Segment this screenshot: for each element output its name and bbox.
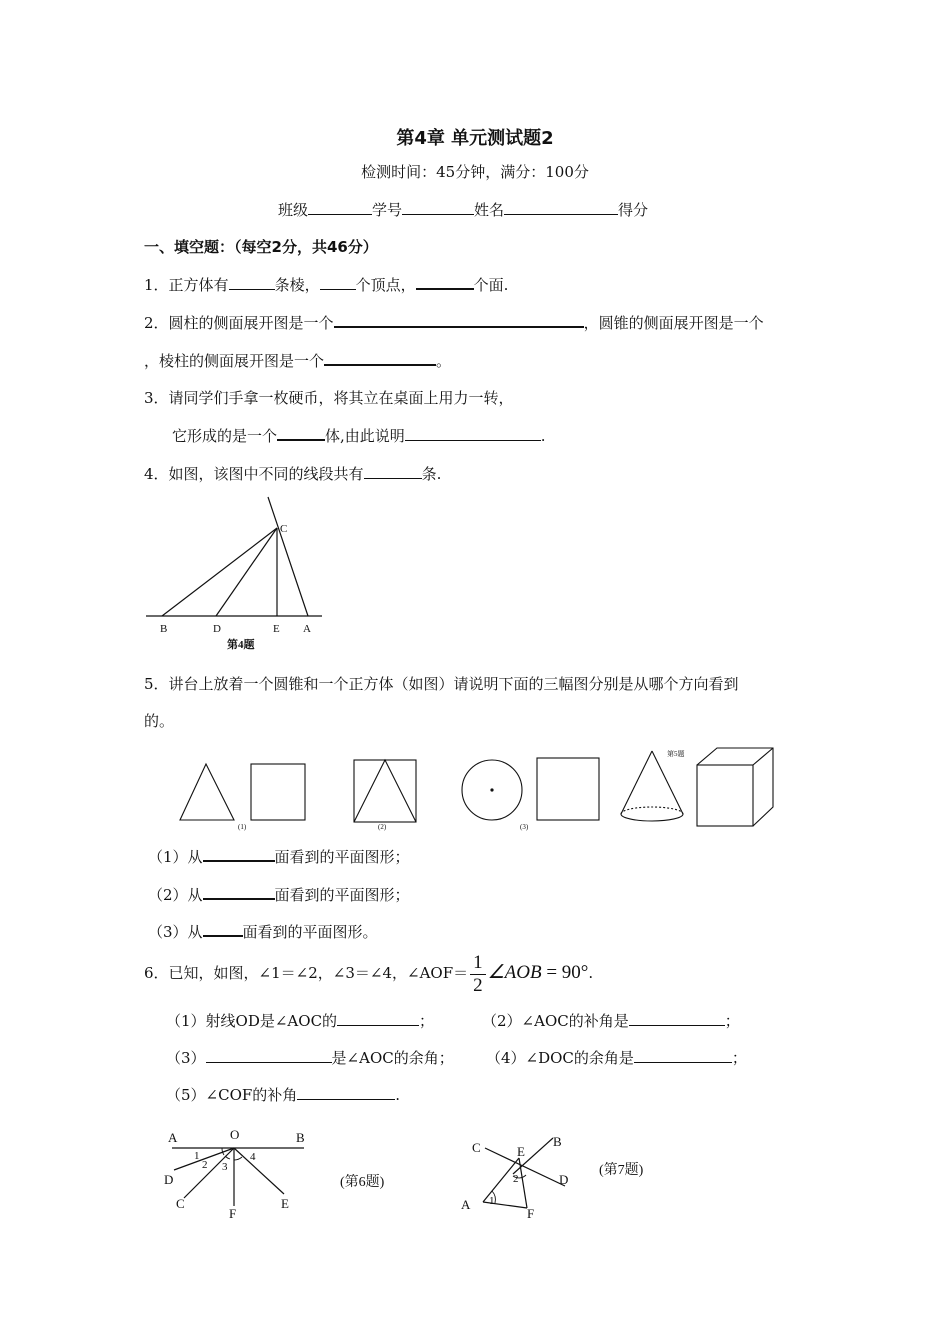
- q2-number: 2．: [144, 314, 169, 332]
- question-1: [144, 274, 508, 295]
- fig7-label-d: D: [559, 1172, 569, 1187]
- class-blank[interactable]: [308, 200, 372, 215]
- fig7-label-c: C: [472, 1140, 481, 1155]
- q4-label-d: D: [213, 623, 221, 635]
- fig6-label-2: 2: [202, 1159, 208, 1171]
- q6-s1-blank[interactable]: [337, 1011, 419, 1026]
- name-blank[interactable]: [504, 200, 618, 215]
- fig6-label-e: E: [281, 1196, 289, 1211]
- question-6-sub5: [166, 1084, 400, 1105]
- fraction-denominator: 2: [473, 974, 483, 996]
- q3-text: .: [540, 427, 546, 445]
- q1-text: 个顶点，: [355, 276, 416, 294]
- fig7-caption: (第7题): [599, 1163, 644, 1178]
- q5-p3-blank[interactable]: [203, 921, 243, 937]
- q6-s2-text: ；: [724, 1012, 740, 1030]
- fig6-label-o: O: [230, 1127, 240, 1142]
- q2-text: 。: [436, 352, 452, 370]
- q6-s1-text: ；: [419, 1012, 435, 1030]
- q5-label-3: (3): [520, 823, 529, 831]
- q6-text: 已知，如图，∠1＝∠2，∠3＝∠4，∠AOF＝: [168, 964, 469, 982]
- question-3-line1: [144, 387, 514, 408]
- question-5-part1: [148, 846, 410, 867]
- q4-label-c: C: [280, 523, 288, 535]
- question-5-part3: [148, 921, 378, 942]
- q2-text: ，棱柱的侧面展开图是一个: [144, 352, 325, 370]
- q1-text: 个面.: [473, 276, 509, 294]
- q3-number: 3．: [144, 389, 169, 407]
- figure-q6: [160, 1122, 420, 1222]
- question-5-part2: [148, 884, 410, 905]
- q6-s3-text: 是∠AOC的余角；: [331, 1049, 454, 1067]
- figure-q4: [140, 495, 340, 657]
- q6-s2-text: （2）∠AOC的补角是: [482, 1012, 629, 1030]
- q5-p2-text: 面看到的平面图形；: [274, 886, 410, 904]
- square-view-3: [537, 758, 599, 820]
- name-label: 姓名: [474, 201, 505, 219]
- q2-text: ，圆锥的侧面展开图是一个: [583, 314, 764, 332]
- q5-text: 讲台上放着一个圆锥和一个正方体（如图）请说明下面的三幅图分别是从哪个方向看到: [168, 675, 739, 693]
- q4-blank[interactable]: [364, 464, 422, 479]
- circle-center-dot: [490, 788, 493, 791]
- q3-blank-solid[interactable]: [277, 425, 325, 441]
- question-6-sub2: [482, 1010, 740, 1031]
- q6-s4-blank[interactable]: [634, 1048, 732, 1063]
- fig6-label-d: D: [164, 1172, 174, 1187]
- q2-text: 圆柱的侧面展开图是一个: [168, 314, 334, 332]
- q1-number: 1．: [144, 276, 169, 294]
- figure-q7: [455, 1128, 675, 1228]
- q2-blank-cylinder[interactable]: [334, 312, 584, 328]
- fig7-label-b: B: [553, 1134, 562, 1149]
- q5-p1-text: （1）从: [148, 848, 203, 866]
- student-no-blank[interactable]: [402, 200, 474, 215]
- page-title: 第4章 单元测试题2: [396, 128, 554, 149]
- q5-number: 5．: [144, 675, 169, 693]
- q5-caption: 第5题: [667, 750, 685, 758]
- question-4: [144, 463, 441, 484]
- question-5-line2: 的。: [144, 712, 175, 730]
- exam-info: 检测时间：45分钟，满分：100分: [361, 163, 589, 181]
- fig6-label-3: 3: [222, 1161, 228, 1173]
- q6-s2-blank[interactable]: [629, 1011, 725, 1026]
- q1-text: 条棱，: [274, 276, 320, 294]
- square-view-1: [251, 764, 305, 820]
- fig6-label-b: B: [296, 1130, 305, 1145]
- q1-text: 正方体有: [168, 276, 229, 294]
- score-label: 得分: [618, 201, 649, 219]
- question-3-line2: [172, 425, 546, 446]
- fig6-label-c: C: [176, 1196, 185, 1211]
- q1-blank-vertices[interactable]: [320, 275, 356, 290]
- question-2-line1: [144, 312, 764, 333]
- fig6-label-1: 1: [194, 1150, 200, 1162]
- q4-text: 条.: [421, 465, 442, 483]
- fig7-label-1: 1: [489, 1195, 495, 1207]
- q4-caption: 第4题: [227, 639, 255, 651]
- question-6-stem: [144, 950, 593, 996]
- fig6-label-4: 4: [250, 1151, 256, 1163]
- fig7-label-e: E: [517, 1144, 525, 1159]
- q4-label-e: E: [273, 623, 280, 635]
- q6-expression: [488, 962, 589, 983]
- student-info-line: [278, 199, 648, 220]
- q6-text: .: [588, 964, 594, 982]
- q6-s3-blank[interactable]: [206, 1048, 332, 1063]
- q5-label-2: (2): [378, 823, 387, 831]
- q5-p2-blank[interactable]: [203, 884, 275, 900]
- q6-s5-text: （5）∠COF的补角: [166, 1086, 298, 1104]
- q3-text: 它形成的是一个: [172, 427, 278, 445]
- q6-angle-aob: ∠AOB: [487, 962, 542, 983]
- q2-blank-prism[interactable]: [324, 350, 436, 366]
- q6-equals-90: = 90°: [541, 962, 589, 983]
- q6-number: 6．: [144, 964, 169, 982]
- q5-p2-text: （2）从: [148, 886, 203, 904]
- q6-s5-blank[interactable]: [297, 1085, 395, 1100]
- q6-s5-text: .: [395, 1086, 401, 1104]
- figure-q5: [170, 740, 790, 840]
- q3-blank-explain[interactable]: [405, 426, 541, 441]
- q3-text: 请同学们手拿一枚硬币，将其立在桌面上用力一转，: [168, 389, 514, 407]
- fraction-numerator: 1: [470, 952, 486, 975]
- q4-text: 如图，该图中不同的线段共有: [168, 465, 364, 483]
- q5-p3-text: （3）从: [148, 923, 203, 941]
- q5-p1-blank[interactable]: [203, 846, 275, 862]
- q6-s4-text: ；: [731, 1049, 747, 1067]
- q4-label-a: A: [303, 623, 311, 635]
- q3-text: 体,由此说明: [325, 427, 405, 445]
- section-heading: 一、填空题：（每空2分，共46分）: [144, 238, 378, 256]
- fig7-label-2: 2: [513, 1173, 519, 1185]
- q5-label-1: (1): [238, 823, 247, 831]
- q5-p3-text: 面看到的平面图形。: [242, 923, 378, 941]
- square-view-2: [354, 760, 416, 822]
- q6-s4-text: （4）∠DOC的余角是: [486, 1049, 634, 1067]
- student-no-label: 学号: [372, 201, 403, 219]
- q1-blank-faces[interactable]: [416, 274, 474, 290]
- triangle-view-2: [354, 760, 416, 822]
- question-5-line1: [144, 673, 739, 694]
- question-6-sub1: [166, 1010, 434, 1031]
- q1-blank-edges[interactable]: [229, 275, 275, 290]
- q6-s3-text: （3）: [166, 1049, 206, 1067]
- fig6-label-f: F: [229, 1206, 237, 1221]
- fraction-one-half: [470, 952, 486, 997]
- question-2-line2: [144, 350, 451, 371]
- q4-label-b: B: [160, 623, 168, 635]
- triangle-view-1: [180, 764, 234, 820]
- fig6-label-a: A: [168, 1130, 178, 1145]
- fig6-caption: (第6题): [340, 1175, 385, 1190]
- question-6-sub3: [166, 1047, 454, 1068]
- q5-p1-text: 面看到的平面图形；: [274, 848, 410, 866]
- fig7-label-f: F: [527, 1206, 535, 1221]
- question-6-sub4: [486, 1047, 747, 1068]
- class-label: 班级: [278, 201, 309, 219]
- q6-s1-text: （1）射线OD是∠AOC的: [166, 1012, 338, 1030]
- fig7-label-a: A: [461, 1197, 471, 1212]
- q4-number: 4．: [144, 465, 169, 483]
